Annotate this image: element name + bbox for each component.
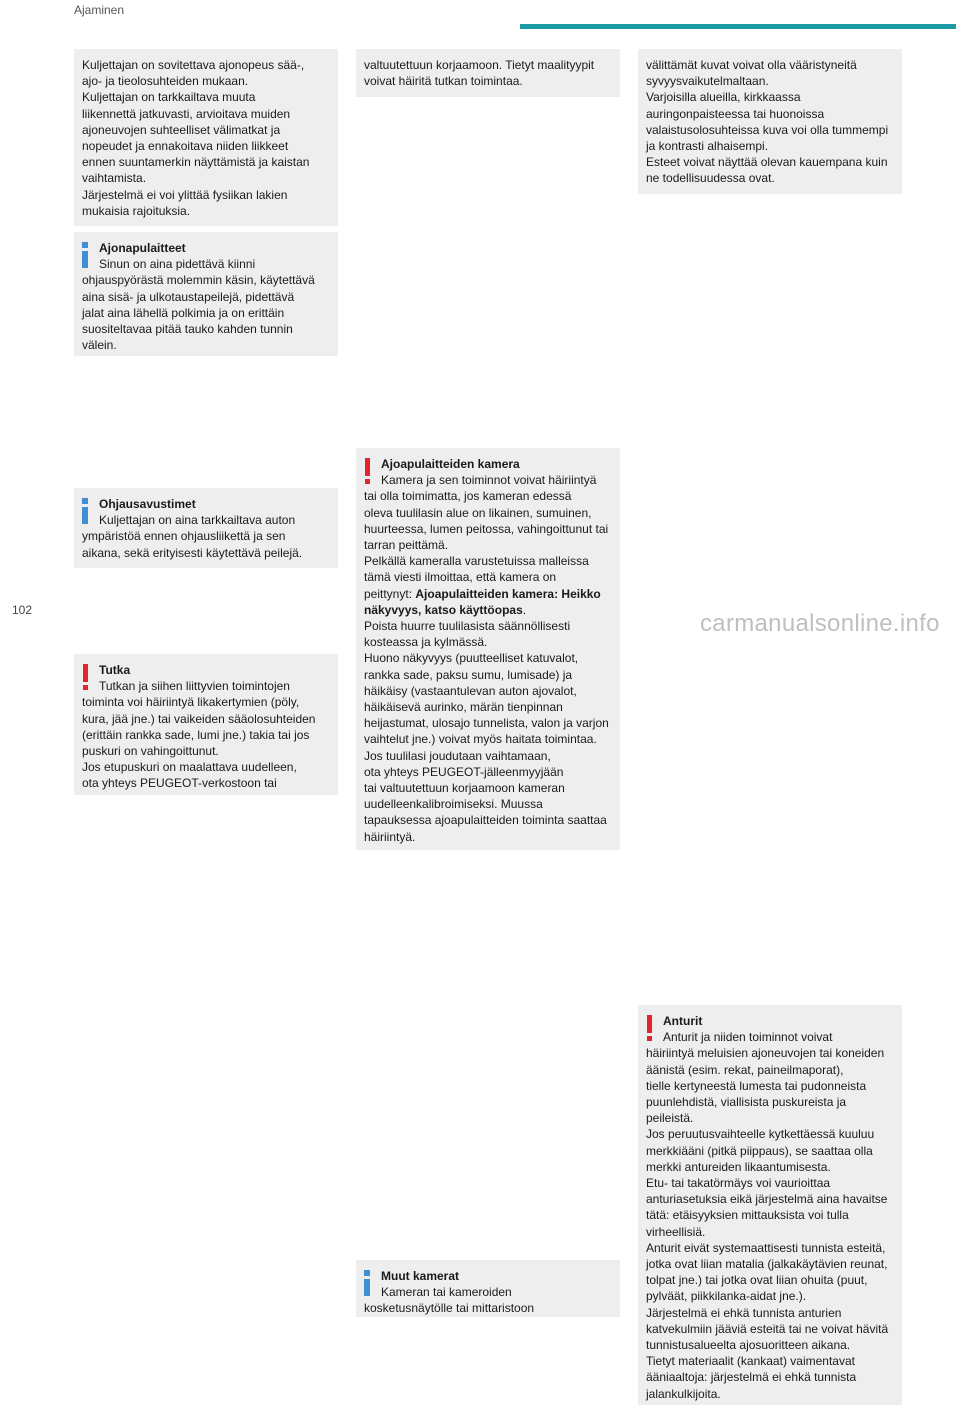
section-heading: Tutka xyxy=(99,663,131,677)
section-body: ympäristöä ennen ohjausliikettä ja sen aikana, sekä erityisesti käytettävä peilejä. xyxy=(82,529,303,560)
kamera-box xyxy=(356,448,620,850)
section-body: toiminta voi häiriintyä likakertymien (pöly, kura, jää jne.) tai vaikeiden sääolosuhteiden (erittäin rankka sade, lumi jne.) takia tai jos puskuri on vahingoittunut. Jos etupuskuri on maalattava uudelleen, ota yhteys PEUGEOT-verkostoon tai xyxy=(82,695,316,791)
section-first-line: Sinun on aina pidettävä kiinni xyxy=(99,257,256,272)
anturit-box xyxy=(638,1005,902,1405)
section-heading: Anturit xyxy=(663,1014,703,1028)
section-first-line: Kuljettajan on aina tarkkailtava auton xyxy=(99,513,296,528)
page-number: 102 xyxy=(12,603,33,617)
continued-text: valtuutettuun korjaamoon. Tietyt maalityypit voivat häiritä tutkan toimintaa. xyxy=(364,58,595,89)
section-heading: Ajoapulaitteiden kamera xyxy=(381,457,520,471)
header-accent-bar xyxy=(520,24,956,29)
tutka-box xyxy=(74,654,338,795)
ajonapulaitteet-box xyxy=(74,232,338,356)
body-part-2: . Poista huurre tuulilasista säännöllisesti kosteassa ja kylmässä. Huono näkyvyys (puutteelliset katuvalot, rankka sade, paksu sumu, lumisade) ja häikäisy (vastaantulevan auton ajovalot, häikäisevä aurinko, märän tienpinnan heijastumat, ulosajo tunnelista, valon ja varjon vaihtelut jne.) voivat myös haitata toimintaa. Jos tuulilasi joudutaan vaihtamaan, ota yhteys PEUGEOT-jälleenmyyjään tai valtuutettuun korjaamoon kameran uudelleenkalibroimiseksi. Muussa tapauksessa ajoapulaitteiden toiminta saattaa häiriintyä. xyxy=(364,602,609,844)
dashboard-message: Ajoapulaitteiden kamera: Heikko näkyvyys, katso käyttöopas xyxy=(364,586,601,617)
watermark: carmanualsonline.info xyxy=(700,610,940,637)
ohjausavustimet-box xyxy=(74,488,338,568)
section-first-line: Anturit ja niiden toiminnot voivat xyxy=(663,1030,833,1045)
section-first-line: Kameran tai kameroiden xyxy=(381,1285,512,1300)
section-heading: Ajonapulaitteet xyxy=(99,241,186,255)
chapter-title: Ajaminen xyxy=(74,3,125,17)
body-part-1: tai olla toimimatta, jos kameran edessä oleva tuulilasin alue on likainen, sumuinen, huurteessa, lumen peitossa, vahingoittunut tai tarran peittämä. Pelkällä kameralla varustetuissa malleissa tämä viesti ilmoittaa, että kamera on peittynyt: xyxy=(364,489,609,601)
section-heading: Ohjausavustimet xyxy=(99,497,196,511)
section-body: kosketusnäytölle tai mittaristoon xyxy=(364,1301,535,1316)
warning-icon xyxy=(362,458,372,484)
section-first-line: Kamera ja sen toiminnot voivat häiriintyä xyxy=(381,473,597,488)
warning-icon xyxy=(644,1015,654,1041)
section-body: ohjauspyörästä molemmin käsin, käytettävä aina sisä- ja ulkotaustapeilejä, pidettävä jalat aina lähellä polkimia ja on erittäin suositeltavaa pitää tauko kahden tunnin välein. xyxy=(82,273,315,353)
section-heading: Muut kamerat xyxy=(381,1269,460,1283)
section-first-line: Tutkan ja siihen liittyvien toimintojen xyxy=(99,679,290,694)
section-body: häiriintyä meluisien ajoneuvojen tai koneiden äänistä (esim. rekat, paineilmaporat), tielle kertyneestä lumesta tai pudonneista puunlehdistä, viallisista puskureista ja peileistä. Jos peruutusvaihteelle kytkettäessä kuuluu merkkiääni (pitkä piippaus), se saattaa olla merkki antureiden likaantumisesta. Etu- tai takatörmäys voi vaurioittaa anturiasetuksia eikä järjestelmä aina havaitse tätä: etäisyyksien mittauksista voi tulla virheellisiä. Anturit eivät systemaattisesti tunnista esteitä, jotka ovat liian matalia (jalkakäytävien reunat, tolpat jne.) tai jotka ovat liian ohuita (puut, pylväät, piikkilanka-aidat jne.). Järjestelmä ei ehkä tunnista anturien katvekulmiin jääviä esteitä tai ne voivat hävitä tunnistusalueelta ajosuoritteen aikana. Tietyt materiaalit (kankaat) vaimentavat ääniaaltoja: järjestelmä ei ehkä tunnista jalankulkijoita. xyxy=(646,1046,889,1401)
intro-box xyxy=(74,49,338,226)
warning-icon xyxy=(80,664,90,690)
muut-kamerat-box xyxy=(356,1260,620,1317)
info-icon xyxy=(362,1270,372,1296)
continued-text: välittämät kuvat voivat olla vääristyneitä syvyysvaikutelmaltaan. Varjoisilla alueilla, kirkkaassa auringonpaisteessa tai huonoissa valaistusolosuhteissa kuva voi olla tummempi ja kontrasti alhaisempi. Esteet voivat näyttää olevan kauempana kuin ne todellisuudessa ovat. xyxy=(646,58,889,186)
info-icon xyxy=(80,498,90,524)
section-body xyxy=(364,488,612,844)
info-icon xyxy=(80,242,90,268)
intro-text: Kuljettajan on sovitettava ajonopeus sää-, ajo- ja tieolosuhteiden mukaan. Kuljettajan on tarkkailtava muuta liikennettä jatkuvasti, arvioitava muiden ajoneuvojen suhteelliset välimatkat ja nopeudet ja ennakoitava niiden liikkeet ennen suuntamerkin näyttämistä ja kaistan vaihtamista. Järjestelmä ei voi ylittää fysiikan lakien mukaisia rajoituksia. xyxy=(82,58,310,218)
tutka-continued-box xyxy=(356,49,620,97)
muut-kamerat-continued-box xyxy=(638,49,902,194)
